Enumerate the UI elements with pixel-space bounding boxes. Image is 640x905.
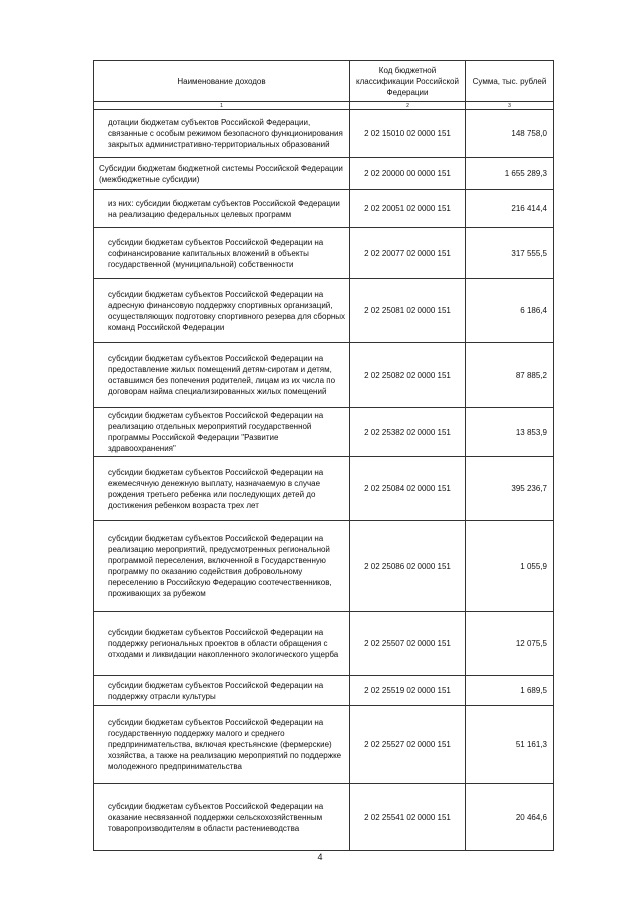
amount-cell: 20 464,6 bbox=[466, 784, 554, 851]
header-name: Наименование доходов bbox=[94, 61, 350, 102]
table-row bbox=[94, 706, 554, 784]
budget-code-cell: 2 02 25081 02 0000 151 bbox=[350, 279, 466, 343]
table-row bbox=[94, 279, 554, 343]
page-number: 4 bbox=[317, 852, 323, 862]
income-name-cell: субсидии бюджетам субъектов Российской Федерации на софинансирование капитальных вложений в объекты государственной (муниципальной) собственности bbox=[94, 228, 350, 279]
income-name-cell: Субсидии бюджетам бюджетной системы Российской Федерации (межбюджетные субсидии) bbox=[94, 158, 350, 190]
income-name-cell: субсидии бюджетам субъектов Российской Федерации на реализацию мероприятий, предусмотренных региональной программой переселения, включенной в Государственную программу по оказанию содействия добровольному переселению в Российскую Федерацию соотечественников, проживающих за рубежом bbox=[94, 521, 350, 612]
column-number: 2 bbox=[350, 102, 466, 110]
amount-cell: 6 186,4 bbox=[466, 279, 554, 343]
table-row bbox=[94, 612, 554, 676]
amount-cell: 317 555,5 bbox=[466, 228, 554, 279]
table-row bbox=[94, 158, 554, 190]
budget-code-cell: 2 02 25541 02 0000 151 bbox=[350, 784, 466, 851]
amount-cell: 395 236,7 bbox=[466, 457, 554, 521]
amount-cell: 12 075,5 bbox=[466, 612, 554, 676]
amount-cell: 1 689,5 bbox=[466, 676, 554, 706]
income-name-cell: субсидии бюджетам субъектов Российской Федерации на ежемесячную денежную выплату, назначаемую в случае рождения третьего ребенка или последующих детей до достижения ребенком возраста трех лет bbox=[94, 457, 350, 521]
income-name-cell: субсидии бюджетам субъектов Российской Федерации на адресную финансовую поддержку спортивных организаций, осуществляющих подготовку спортивного резерва для сборных команд Российской Федерации bbox=[94, 279, 350, 343]
table-row bbox=[94, 110, 554, 158]
income-name-cell: субсидии бюджетам субъектов Российской Федерации на предоставление жилых помещений детям-сиротам и детям, оставшимся без попечения родителей, лицам из их числа по договорам найма специализированных жилых помещений bbox=[94, 343, 350, 408]
header-row bbox=[94, 61, 554, 102]
income-name-cell: из них: субсидии бюджетам субъектов Российской Федерации на реализацию федеральных целевых программ bbox=[94, 190, 350, 228]
amount-cell: 1 055,9 bbox=[466, 521, 554, 612]
budget-code-cell: 2 02 25084 02 0000 151 bbox=[350, 457, 466, 521]
income-name-cell: субсидии бюджетам субъектов Российской Федерации на реализацию отдельных мероприятий государственной программы Российской Федерации "Развитие здравоохранения" bbox=[94, 408, 350, 457]
amount-cell: 87 885,2 bbox=[466, 343, 554, 408]
amount-cell: 13 853,9 bbox=[466, 408, 554, 457]
income-name-cell: субсидии бюджетам субъектов Российской Федерации на поддержку региональных проектов в области обращения с отходами и ликвидации накопленного экологического ущерба bbox=[94, 612, 350, 676]
table-row bbox=[94, 521, 554, 612]
revenue-table bbox=[93, 60, 554, 851]
budget-code-cell: 2 02 20051 02 0000 151 bbox=[350, 190, 466, 228]
budget-code-cell: 2 02 25527 02 0000 151 bbox=[350, 706, 466, 784]
amount-cell: 148 758,0 bbox=[466, 110, 554, 158]
budget-code-cell: 2 02 25086 02 0000 151 bbox=[350, 521, 466, 612]
income-name-cell: субсидии бюджетам субъектов Российской Федерации на оказание несвязанной поддержки сельскохозяйственным товаропроизводителям в области растениеводства bbox=[94, 784, 350, 851]
amount-cell: 216 414,4 bbox=[466, 190, 554, 228]
income-name-cell: субсидии бюджетам субъектов Российской Федерации на государственную поддержку малого и среднего предпринимательства, включая крестьянские (фермерские) хозяйства, а также на реализацию мероприятий по поддержке молодежного предпринимательства bbox=[94, 706, 350, 784]
header-code: Код бюджетной классификации Российской Федерации bbox=[350, 61, 466, 102]
table-row bbox=[94, 190, 554, 228]
income-name-cell: дотации бюджетам субъектов Российской Федерации, связанные с особым режимом безопасного функционирования закрытых административно-территориальных образований bbox=[94, 110, 350, 158]
amount-cell: 1 655 289,3 bbox=[466, 158, 554, 190]
budget-code-cell: 2 02 25519 02 0000 151 bbox=[350, 676, 466, 706]
budget-code-cell: 2 02 20077 02 0000 151 bbox=[350, 228, 466, 279]
budget-code-cell: 2 02 25507 02 0000 151 bbox=[350, 612, 466, 676]
budget-code-cell: 2 02 20000 00 0000 151 bbox=[350, 158, 466, 190]
column-number-row bbox=[94, 102, 554, 110]
table-row bbox=[94, 784, 554, 851]
header-sum: Сумма, тыс. рублей bbox=[466, 61, 554, 102]
budget-code-cell: 2 02 25082 02 0000 151 bbox=[350, 343, 466, 408]
column-number: 1 bbox=[94, 102, 350, 110]
table-row bbox=[94, 676, 554, 706]
amount-cell: 51 161,3 bbox=[466, 706, 554, 784]
budget-code-cell: 2 02 25382 02 0000 151 bbox=[350, 408, 466, 457]
table-row bbox=[94, 343, 554, 408]
budget-code-cell: 2 02 15010 02 0000 151 bbox=[350, 110, 466, 158]
table-row bbox=[94, 228, 554, 279]
table-row bbox=[94, 408, 554, 457]
income-name-cell: субсидии бюджетам субъектов Российской Федерации на поддержку отрасли культуры bbox=[94, 676, 350, 706]
table-body bbox=[94, 110, 554, 851]
table-row bbox=[94, 457, 554, 521]
column-number: 3 bbox=[466, 102, 554, 110]
